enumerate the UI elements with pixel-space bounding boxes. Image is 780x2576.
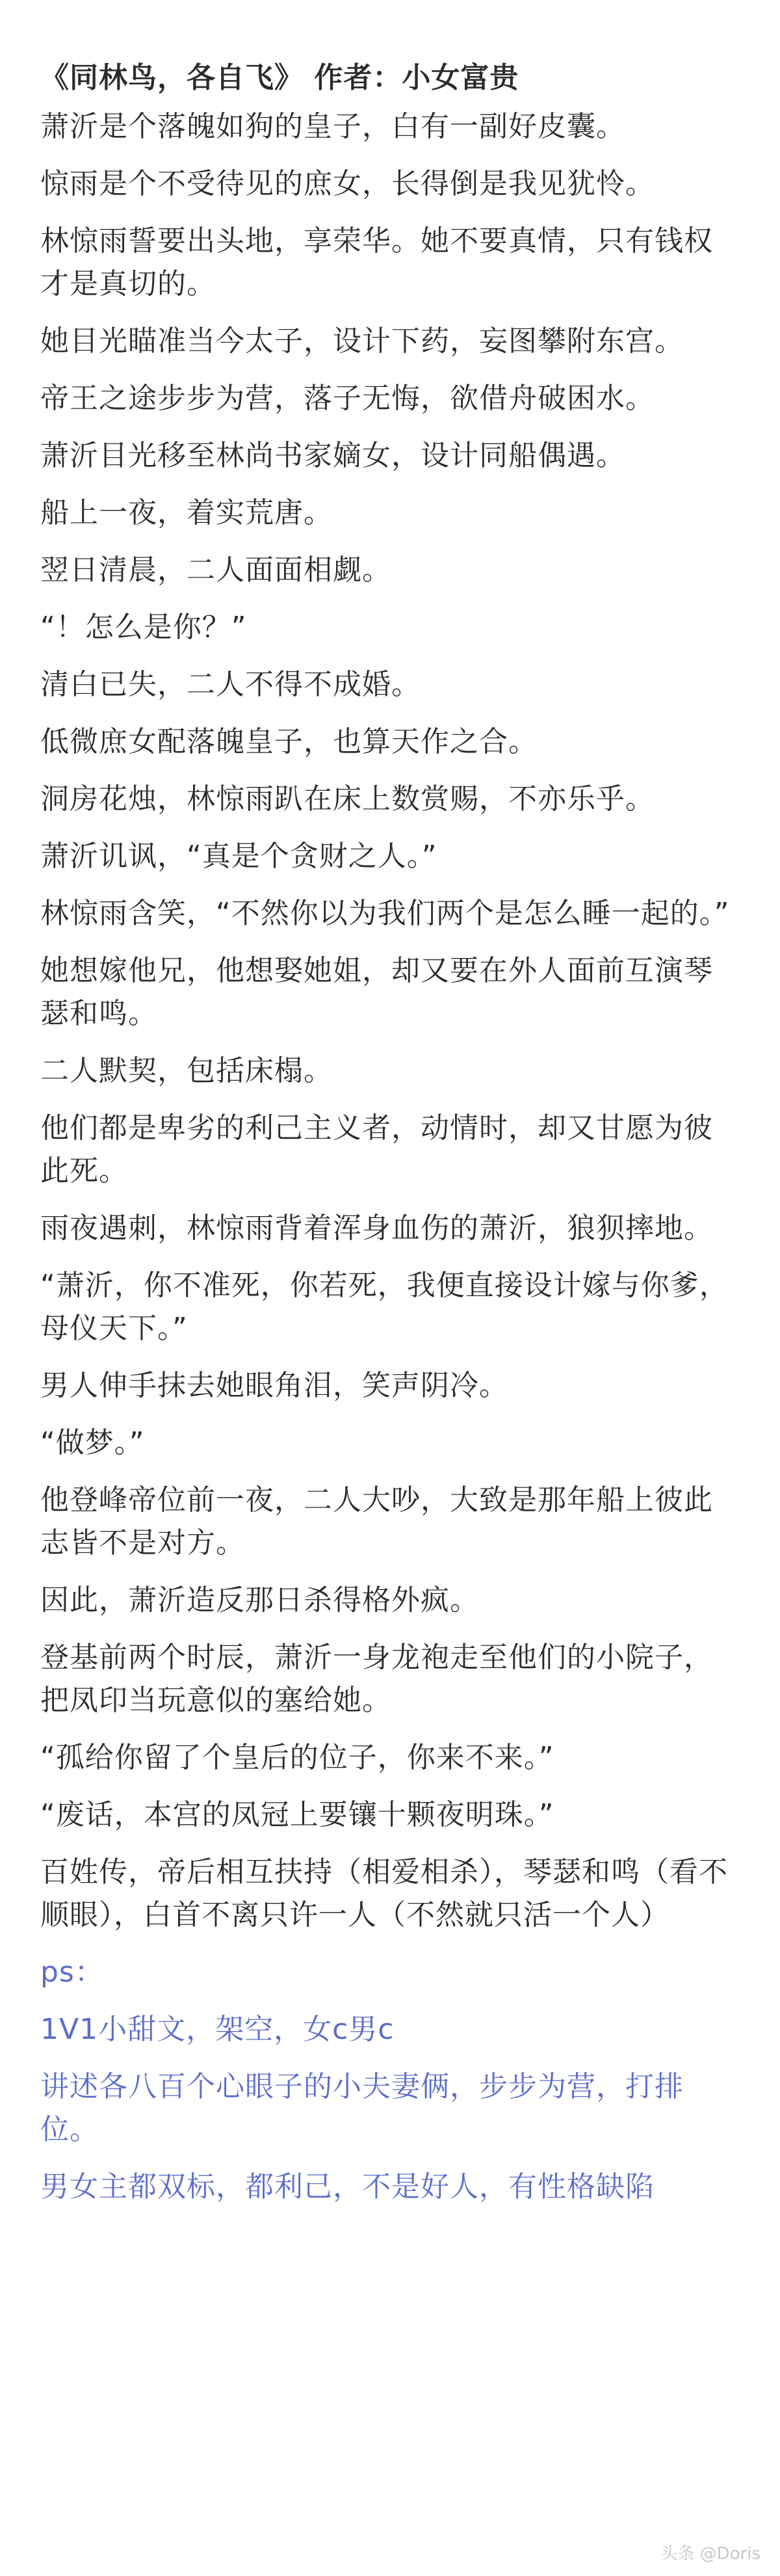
paragraph: “废话，本宫的凤冠上要镶十颗夜明珠。” bbox=[40, 1798, 554, 1831]
paragraph: 她目光瞄准当今太子，设计下药，妄图攀附东宫。 bbox=[40, 325, 684, 358]
paragraph: 男人伸手抹去她眼角泪，笑声阴冷。 bbox=[40, 1369, 508, 1402]
paragraph: 清白已失，二人不得不成婚。 bbox=[40, 668, 421, 701]
paragraph: 萧沂讥讽，“真是个贪财之人。” bbox=[40, 840, 437, 873]
ps-note: 1V1小甜文，架空，女c男c bbox=[40, 2013, 395, 2046]
ps-note: 讲述各八百个心眼子的小夫妻俩，步步为营，打排位。 bbox=[40, 2070, 684, 2146]
paragraph: “孤给你留了个皇后的位子，你来不来。” bbox=[40, 1741, 554, 1774]
paragraph: 萧沂目光移至林尚书家嫡女，设计同船偶遇。 bbox=[40, 439, 625, 472]
paragraph: “做梦。” bbox=[40, 1426, 145, 1459]
paragraph: 登基前两个时辰，萧沂一身龙袍走至他们的小院子，把凤印当玩意似的塞给她。 bbox=[40, 1641, 713, 1717]
paragraph: 他登峰帝位前一夜，二人大吵，大致是那年船上彼此志皆不是对方。 bbox=[40, 1483, 713, 1560]
paragraph: 帝王之途步步为营，落子无悔，欲借舟破困水。 bbox=[40, 382, 655, 415]
paragraph: 船上一夜，着实荒唐。 bbox=[40, 496, 333, 529]
paragraph: 洞房花烛，林惊雨趴在床上数赏赐，不亦乐乎。 bbox=[40, 782, 655, 816]
paragraph: 低微庶女配落魄皇子，也算天作之合。 bbox=[40, 725, 538, 758]
ps-heading: ps： bbox=[40, 1956, 104, 1989]
book-title: 《同林鸟，各自飞》 作者：小女富贵 bbox=[40, 61, 519, 94]
paragraph: 林惊雨含笑，“不然你以为我们两个是怎么睡一起的。” bbox=[40, 897, 730, 930]
paragraph: 他们都是卑劣的利己主义者，动情时，却又甘愿为彼此死。 bbox=[40, 1111, 713, 1188]
paragraph: 惊雨是个不受待见的庶女，长得倒是我见犹怜。 bbox=[40, 167, 655, 200]
paragraph: 她想嫁他兄，他想娶她姐，却又要在外人面前互演琴瑟和鸣。 bbox=[40, 954, 713, 1030]
paragraph: 雨夜遇刺，林惊雨背着浑身血伤的萧沂，狼狈摔地。 bbox=[40, 1212, 713, 1245]
paragraph: “！怎么是你？” bbox=[40, 611, 247, 644]
paragraph: 萧沂是个落魄如狗的皇子，白有一副好皮囊。 bbox=[40, 110, 625, 143]
paragraph: 百姓传，帝后相互扶持（相爱相杀），琴瑟和鸣（看不顺眼），白首不离只许一人（不然就只活一个人） bbox=[40, 1855, 728, 1932]
paragraph: 林惊雨誓要出头地，享荣华。她不要真情，只有钱权才是真切的。 bbox=[40, 224, 713, 300]
paragraph: “萧沂，你不准死，你若死，我便直接设计嫁与你爹，母仪天下。” bbox=[40, 1269, 729, 1345]
paragraph: 因此，萧沂造反那日杀得格外疯。 bbox=[40, 1584, 479, 1617]
paragraph: 翌日清晨，二人面面相觑。 bbox=[40, 553, 391, 587]
ps-note: 男女主都双标，都利己，不是好人，有性格缺陷 bbox=[40, 2170, 655, 2203]
paragraph: 二人默契，包括床榻。 bbox=[40, 1054, 333, 1087]
watermark: 头条 @Doris bbox=[660, 2544, 760, 2564]
